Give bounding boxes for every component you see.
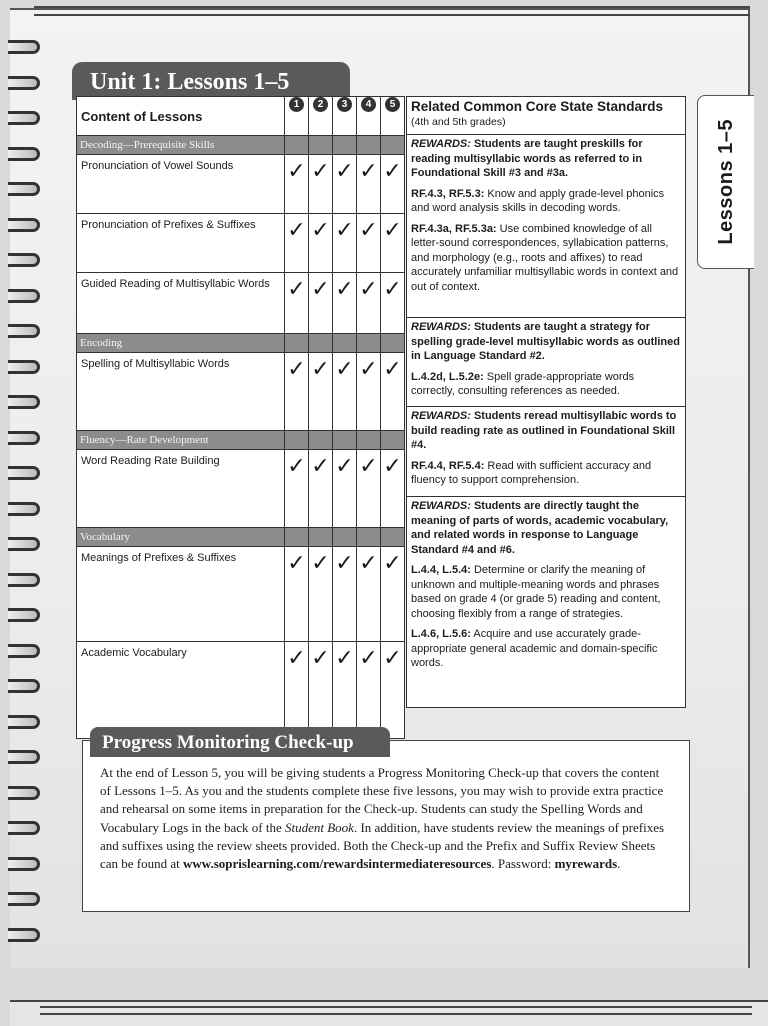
spiral-coil <box>8 360 40 374</box>
pm-text-part: . <box>617 856 621 872</box>
category-cell <box>381 431 405 450</box>
rewards-statement <box>411 137 681 181</box>
lesson-content-label: Guided Reading of Multisyllabic Words <box>77 273 285 334</box>
checkmark-icon: ✓ <box>287 357 306 382</box>
spiral-coil <box>8 892 40 906</box>
category-label: Fluency—Rate Development <box>77 431 285 450</box>
rewards-label: REWARDS: <box>411 410 471 422</box>
category-cell <box>333 136 357 155</box>
spiral-coil <box>8 928 40 942</box>
spiral-coil <box>8 750 40 764</box>
lesson-check-cell <box>357 547 381 642</box>
checkmark-icon: ✓ <box>359 159 378 184</box>
lesson-check-cell <box>357 450 381 528</box>
standard-codes: RF.4.4, RF.5.4: <box>411 459 485 472</box>
lesson-check-cell <box>381 353 405 431</box>
lesson-check-cell <box>309 642 333 739</box>
table-row <box>77 450 405 528</box>
spiral-coil <box>8 395 40 409</box>
checkmark-icon: ✓ <box>383 357 402 382</box>
lesson-check-cell <box>333 214 357 273</box>
checkmark-icon: ✓ <box>311 551 330 576</box>
lesson-check-cell <box>381 450 405 528</box>
spiral-binding <box>8 40 42 960</box>
standard-block <box>407 497 685 709</box>
lesson-number-badge: 3 <box>337 97 352 112</box>
standard-codes: RF.4.3a, RF.5.3a: <box>411 222 497 235</box>
category-cell <box>285 136 309 155</box>
rewards-label: REWARDS: <box>411 500 471 512</box>
lesson-check-cell <box>333 353 357 431</box>
progress-monitoring-text <box>100 764 670 873</box>
pm-text-part: . In addition, have students review the meanings of prefixes and suffixes using the review sheets provided. Both the Check-up and the Prefix and Suffix Review Sheets can be found at <box>100 819 665 872</box>
category-row <box>77 136 405 155</box>
category-cell <box>357 136 381 155</box>
lesson-check-cell <box>309 273 333 334</box>
checkmark-icon: ✓ <box>335 357 354 382</box>
lesson-check-cell <box>381 214 405 273</box>
lesson-content-label: Spelling of Multisyllabic Words <box>77 353 285 431</box>
category-cell <box>357 528 381 547</box>
spiral-coil <box>8 111 40 125</box>
category-cell <box>309 528 333 547</box>
checkmark-icon: ✓ <box>287 646 306 671</box>
lesson-check-cell <box>381 155 405 214</box>
checkmark-icon: ✓ <box>287 454 306 479</box>
spiral-coil <box>8 324 40 338</box>
rewards-text: Students are taught preskills for reading multisyllabic words as referred to in Foundational Skill #3 and #3a. <box>411 138 643 179</box>
standard-codes: L.4.2d, L.5.2e: <box>411 370 484 383</box>
unit-title: Unit 1: Lessons 1–5 <box>72 62 350 100</box>
standard-text: Acquire and use accurately grade-appropriate general academic and domain-specific words. <box>411 628 658 669</box>
spiral-coil <box>8 786 40 800</box>
standard-codes: L.4.6, L.5.6: <box>411 628 471 640</box>
lesson-check-cell <box>285 155 309 214</box>
category-label: Decoding—Prerequisite Skills <box>77 136 285 155</box>
lesson-check-cell <box>285 642 309 739</box>
rewards-label: REWARDS: <box>411 138 471 150</box>
standards-subtitle: (4th and 5th grades) <box>411 116 506 128</box>
lesson-content-label: Pronunciation of Prefixes & Suffixes <box>77 214 285 273</box>
rewards-statement <box>411 499 681 557</box>
standard-block <box>407 318 685 407</box>
standard-text: Spell grade-appropriate words correctly, consulting references as needed. <box>411 370 635 397</box>
side-tab-label: Lessons 1–5 <box>714 119 737 245</box>
checkmark-icon: ✓ <box>335 454 354 479</box>
category-cell <box>381 334 405 353</box>
standard-item <box>411 187 681 216</box>
standard-item <box>411 370 681 399</box>
standard-item <box>411 222 681 295</box>
lesson-check-cell <box>333 273 357 334</box>
standards-header <box>407 97 685 135</box>
content-of-lessons-header: Content of Lessons <box>77 97 285 136</box>
checkmark-icon: ✓ <box>287 277 306 302</box>
checkmark-icon: ✓ <box>383 159 402 184</box>
lesson-check-cell <box>357 642 381 739</box>
lesson-content-label: Meanings of Prefixes & Suffixes <box>77 547 285 642</box>
lesson-check-cell <box>357 353 381 431</box>
spiral-coil <box>8 715 40 729</box>
lesson-2-header <box>309 97 333 136</box>
category-cell <box>285 528 309 547</box>
lesson-3-header <box>333 97 357 136</box>
checkmark-icon: ✓ <box>335 277 354 302</box>
category-row <box>77 431 405 450</box>
spiral-coil <box>8 537 40 551</box>
lesson-4-header <box>357 97 381 136</box>
standard-item <box>411 563 681 621</box>
checkmark-icon: ✓ <box>287 551 306 576</box>
category-label: Encoding <box>77 334 285 353</box>
checkmark-icon: ✓ <box>359 551 378 576</box>
spiral-coil <box>8 218 40 232</box>
lesson-check-cell <box>285 214 309 273</box>
pm-text-part: . Password: <box>491 856 555 872</box>
lesson-check-cell <box>333 450 357 528</box>
standard-codes: RF.4.3, RF.5.3: <box>411 187 485 200</box>
category-cell <box>357 334 381 353</box>
lesson-check-cell <box>309 353 333 431</box>
checkmark-icon: ✓ <box>311 277 330 302</box>
lesson-check-cell <box>309 214 333 273</box>
spiral-coil <box>8 182 40 196</box>
lesson-check-cell <box>381 273 405 334</box>
checkmark-icon: ✓ <box>359 454 378 479</box>
lesson-number-badge: 5 <box>385 97 400 112</box>
table-row <box>77 214 405 273</box>
standard-item <box>411 459 681 488</box>
checkmark-icon: ✓ <box>383 454 402 479</box>
standard-text: Determine or clarify the meaning of unknown and multiple-meaning words and phrases based on grade 4 (or grade 5) reading and content, choosing flexibly from a range of strategies. <box>411 564 661 620</box>
lessons-standards-grid <box>76 96 686 708</box>
checkmark-icon: ✓ <box>311 218 330 243</box>
checkmark-icon: ✓ <box>383 218 402 243</box>
password-value: myrewards <box>554 856 618 872</box>
bottom-page-rule <box>40 1006 752 1015</box>
checkmark-icon: ✓ <box>335 218 354 243</box>
rewards-text: Students reread multisyllabic words to build reading rate as outlined in Foundational Skill #4. <box>411 410 677 451</box>
lesson-content-label: Pronunciation of Vowel Sounds <box>77 155 285 214</box>
progress-monitoring-title: Progress Monitoring Check-up <box>90 727 390 757</box>
standards-column <box>406 96 686 708</box>
checkmark-icon: ✓ <box>359 357 378 382</box>
category-cell <box>381 528 405 547</box>
standard-text: Know and apply grade-level phonics and word analysis skills in decoding words. <box>411 187 665 214</box>
category-label: Vocabulary <box>77 528 285 547</box>
resources-url[interactable]: www.soprislearning.com/rewardsintermediateresources <box>183 856 492 872</box>
lesson-5-header <box>381 97 405 136</box>
lesson-check-cell <box>381 547 405 642</box>
rewards-statement <box>411 409 681 453</box>
spiral-coil <box>8 466 40 480</box>
checkmark-icon: ✓ <box>335 646 354 671</box>
lesson-check-cell <box>309 547 333 642</box>
category-cell <box>309 431 333 450</box>
spiral-coil <box>8 431 40 445</box>
lesson-check-cell <box>357 155 381 214</box>
checkmark-icon: ✓ <box>359 277 378 302</box>
checkmark-icon: ✓ <box>335 159 354 184</box>
table-header-row <box>77 97 405 136</box>
table-row <box>77 273 405 334</box>
lesson-number-badge: 2 <box>313 97 328 112</box>
category-row <box>77 334 405 353</box>
standard-item <box>411 627 681 671</box>
lesson-check-cell <box>381 642 405 739</box>
spiral-coil <box>8 644 40 658</box>
rewards-text: Students are directly taught the meaning of parts of words, academic vocabulary, and related words in response to Language Standard #4 and #6. <box>411 500 669 556</box>
spiral-coil <box>8 76 40 90</box>
spiral-coil <box>8 857 40 871</box>
lesson-check-cell <box>357 214 381 273</box>
category-cell <box>333 431 357 450</box>
top-page-edge <box>34 6 750 16</box>
lesson-number-badge: 1 <box>289 97 304 112</box>
lessons-side-tab <box>697 95 754 269</box>
lesson-check-cell <box>285 353 309 431</box>
category-cell <box>285 431 309 450</box>
lesson-check-cell <box>333 642 357 739</box>
table-row <box>77 353 405 431</box>
category-cell <box>381 136 405 155</box>
lesson-check-cell <box>309 450 333 528</box>
standard-block <box>407 407 685 497</box>
standard-text: Read with sufficient accuracy and fluency to support comprehension. <box>411 459 652 486</box>
checkmark-icon: ✓ <box>383 277 402 302</box>
checkmark-icon: ✓ <box>287 218 306 243</box>
checkmark-icon: ✓ <box>383 646 402 671</box>
pm-student-book: Student Book <box>284 819 354 835</box>
rewards-label: REWARDS: <box>411 321 471 333</box>
standard-text: Use combined knowledge of all letter-sound correspondences, syllabication patterns, and morphology (e.g., roots and affixes) to read accurately unfamiliar multisyllabic words in context and out of context. <box>411 222 679 293</box>
checkmark-icon: ✓ <box>311 159 330 184</box>
lesson-1-header <box>285 97 309 136</box>
category-cell <box>309 136 333 155</box>
checkmark-icon: ✓ <box>359 218 378 243</box>
spiral-coil <box>8 502 40 516</box>
lesson-number-badge: 4 <box>361 97 376 112</box>
spiral-coil <box>8 573 40 587</box>
spiral-coil <box>8 147 40 161</box>
rewards-text: Students are taught a strategy for spelling grade-level multisyllabic words as outlined in Language Standard #2. <box>411 321 680 362</box>
checkmark-icon: ✓ <box>311 454 330 479</box>
lesson-check-cell <box>333 547 357 642</box>
checkmark-icon: ✓ <box>311 646 330 671</box>
spiral-coil <box>8 608 40 622</box>
category-cell <box>333 334 357 353</box>
table-row <box>77 155 405 214</box>
checkmark-icon: ✓ <box>335 551 354 576</box>
lesson-check-cell <box>285 450 309 528</box>
category-cell <box>285 334 309 353</box>
rewards-statement <box>411 320 681 364</box>
spiral-coil <box>8 40 40 54</box>
spiral-coil <box>8 821 40 835</box>
lesson-check-cell <box>285 547 309 642</box>
lesson-content-label: Word Reading Rate Building <box>77 450 285 528</box>
lesson-check-cell <box>285 273 309 334</box>
lesson-content-label: Academic Vocabulary <box>77 642 285 739</box>
standard-codes: L.4.4, L.5.4: <box>411 564 471 576</box>
standards-title: Related Common Core State Standards <box>411 99 664 114</box>
lesson-check-cell <box>309 155 333 214</box>
lesson-check-cell <box>357 273 381 334</box>
checkmark-icon: ✓ <box>359 646 378 671</box>
spiral-coil <box>8 253 40 267</box>
table-row <box>77 642 405 739</box>
lessons-table <box>76 96 405 739</box>
pm-text-part: At the end of Lesson 5, you will be giving students a Progress Monitoring Check-up that covers the content of Lessons 1–5. As you and the students complete these five lessons, you may wish to provide extra practice and rehearsal on some items in preparation for the Check-up. Students can study the Spelling Words and Vocabulary Logs in the back of the <box>100 765 664 835</box>
standard-block <box>407 135 685 318</box>
category-cell <box>357 431 381 450</box>
checkmark-icon: ✓ <box>383 551 402 576</box>
category-row <box>77 528 405 547</box>
checkmark-icon: ✓ <box>311 357 330 382</box>
spiral-coil <box>8 289 40 303</box>
lesson-check-cell <box>333 155 357 214</box>
spiral-coil <box>8 679 40 693</box>
table-row <box>77 547 405 642</box>
category-cell <box>333 528 357 547</box>
checkmark-icon: ✓ <box>287 159 306 184</box>
category-cell <box>309 334 333 353</box>
